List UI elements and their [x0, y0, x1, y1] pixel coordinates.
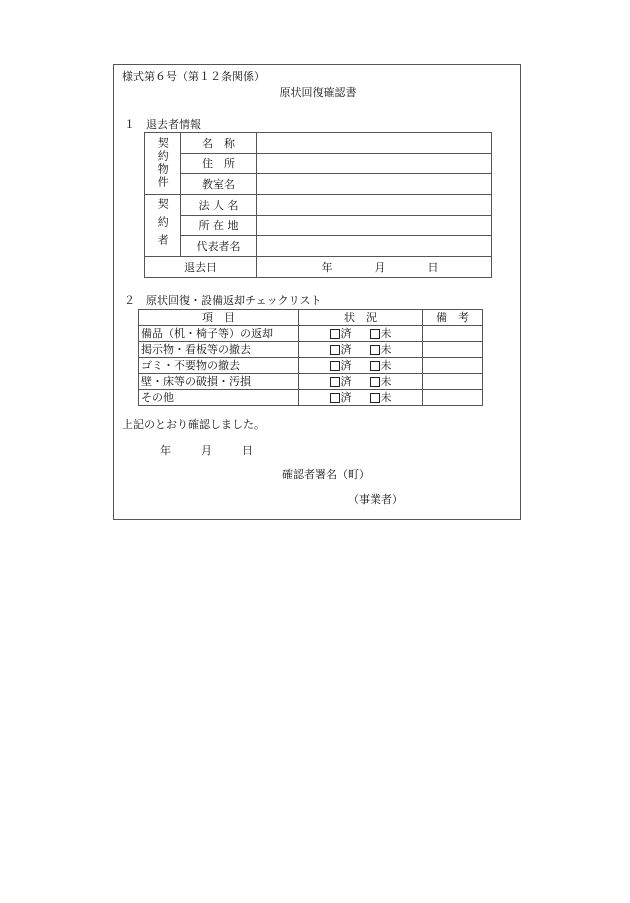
- done-checkbox[interactable]: 済: [330, 328, 352, 339]
- signer-business: （事業者）: [348, 493, 403, 506]
- moveout-year: 年: [321, 260, 333, 274]
- checklist-row: [139, 374, 483, 390]
- corporate-name-label: 法 人 名: [181, 195, 257, 216]
- done-checkbox[interactable]: 済: [330, 344, 352, 355]
- checklist-remarks[interactable]: [423, 342, 483, 358]
- checklist-row: [139, 342, 483, 358]
- confirmation-date: [160, 445, 253, 456]
- confirm-month: 月: [201, 444, 212, 457]
- checklist-table: [138, 309, 483, 406]
- property-name-label: 名 称: [181, 133, 257, 154]
- confirmation-statement: 上記のとおり確認しました。: [122, 418, 265, 431]
- location-label: 所 在 地: [181, 216, 257, 236]
- property-address-value[interactable]: [257, 154, 492, 174]
- checklist-item: 掲示物・看板等の撤去: [139, 342, 299, 358]
- moveout-month: 月: [374, 260, 386, 274]
- checklist-status: [299, 374, 423, 390]
- form-sheet: [113, 64, 521, 520]
- form-number: 様式第６号（第１２条関係）: [122, 70, 265, 83]
- signer-town: 確認者署名（町）: [282, 468, 370, 481]
- classroom-name-label: 教室名: [181, 174, 257, 195]
- moveout-day: 日: [427, 260, 439, 274]
- moveout-date-value[interactable]: [257, 257, 492, 278]
- mover-info-table: [144, 132, 492, 278]
- checklist-row: [139, 390, 483, 406]
- col-status-header: 状 況: [299, 310, 423, 326]
- not-done-checkbox[interactable]: 未: [370, 360, 392, 371]
- property-group-label: 契約物件: [156, 136, 170, 189]
- property-address-label: 住 所: [181, 154, 257, 174]
- confirm-year: 年: [160, 444, 171, 457]
- not-done-checkbox[interactable]: 未: [370, 376, 392, 387]
- not-done-checkbox[interactable]: 未: [370, 392, 392, 403]
- contractor-group-cell: [145, 195, 181, 257]
- checklist-item: 壁・床等の破損・汚損: [139, 374, 299, 390]
- checklist-remarks[interactable]: [423, 390, 483, 406]
- checklist-remarks[interactable]: [423, 326, 483, 342]
- classroom-name-value[interactable]: [257, 174, 492, 195]
- done-checkbox[interactable]: 済: [330, 376, 352, 387]
- representative-value[interactable]: [257, 236, 492, 257]
- section2-heading: ２ 原状回復・設備返却チェックリスト: [124, 294, 322, 307]
- location-value[interactable]: [257, 216, 492, 236]
- checklist-status: [299, 342, 423, 358]
- checklist-status: [299, 326, 423, 342]
- representative-label: 代表者名: [181, 236, 257, 257]
- checklist-status: [299, 390, 423, 406]
- checklist-remarks[interactable]: [423, 358, 483, 374]
- moveout-date-label: 退去日: [145, 257, 257, 278]
- not-done-checkbox[interactable]: 未: [370, 344, 392, 355]
- section1-heading: １ 退去者情報: [124, 118, 201, 131]
- form-title: 原状回復確認書: [279, 86, 357, 99]
- done-checkbox[interactable]: 済: [330, 360, 352, 371]
- property-group-cell: [145, 133, 181, 195]
- checklist-row: [139, 326, 483, 342]
- col-item-header: 項 目: [139, 310, 299, 326]
- corporate-name-value[interactable]: [257, 195, 492, 216]
- col-remarks-header: 備 考: [423, 310, 483, 326]
- checklist-status: [299, 358, 423, 374]
- checklist-item: 備品（机・椅子等）の返却: [139, 326, 299, 342]
- property-name-value[interactable]: [257, 133, 492, 154]
- checklist-row: [139, 358, 483, 374]
- contractor-group-label: 契約者: [156, 197, 170, 252]
- checklist-item: ゴミ・不要物の撤去: [139, 358, 299, 374]
- done-checkbox[interactable]: 済: [330, 392, 352, 403]
- confirm-day: 日: [242, 444, 253, 457]
- not-done-checkbox[interactable]: 未: [370, 328, 392, 339]
- checklist-remarks[interactable]: [423, 374, 483, 390]
- checklist-item: その他: [139, 390, 299, 406]
